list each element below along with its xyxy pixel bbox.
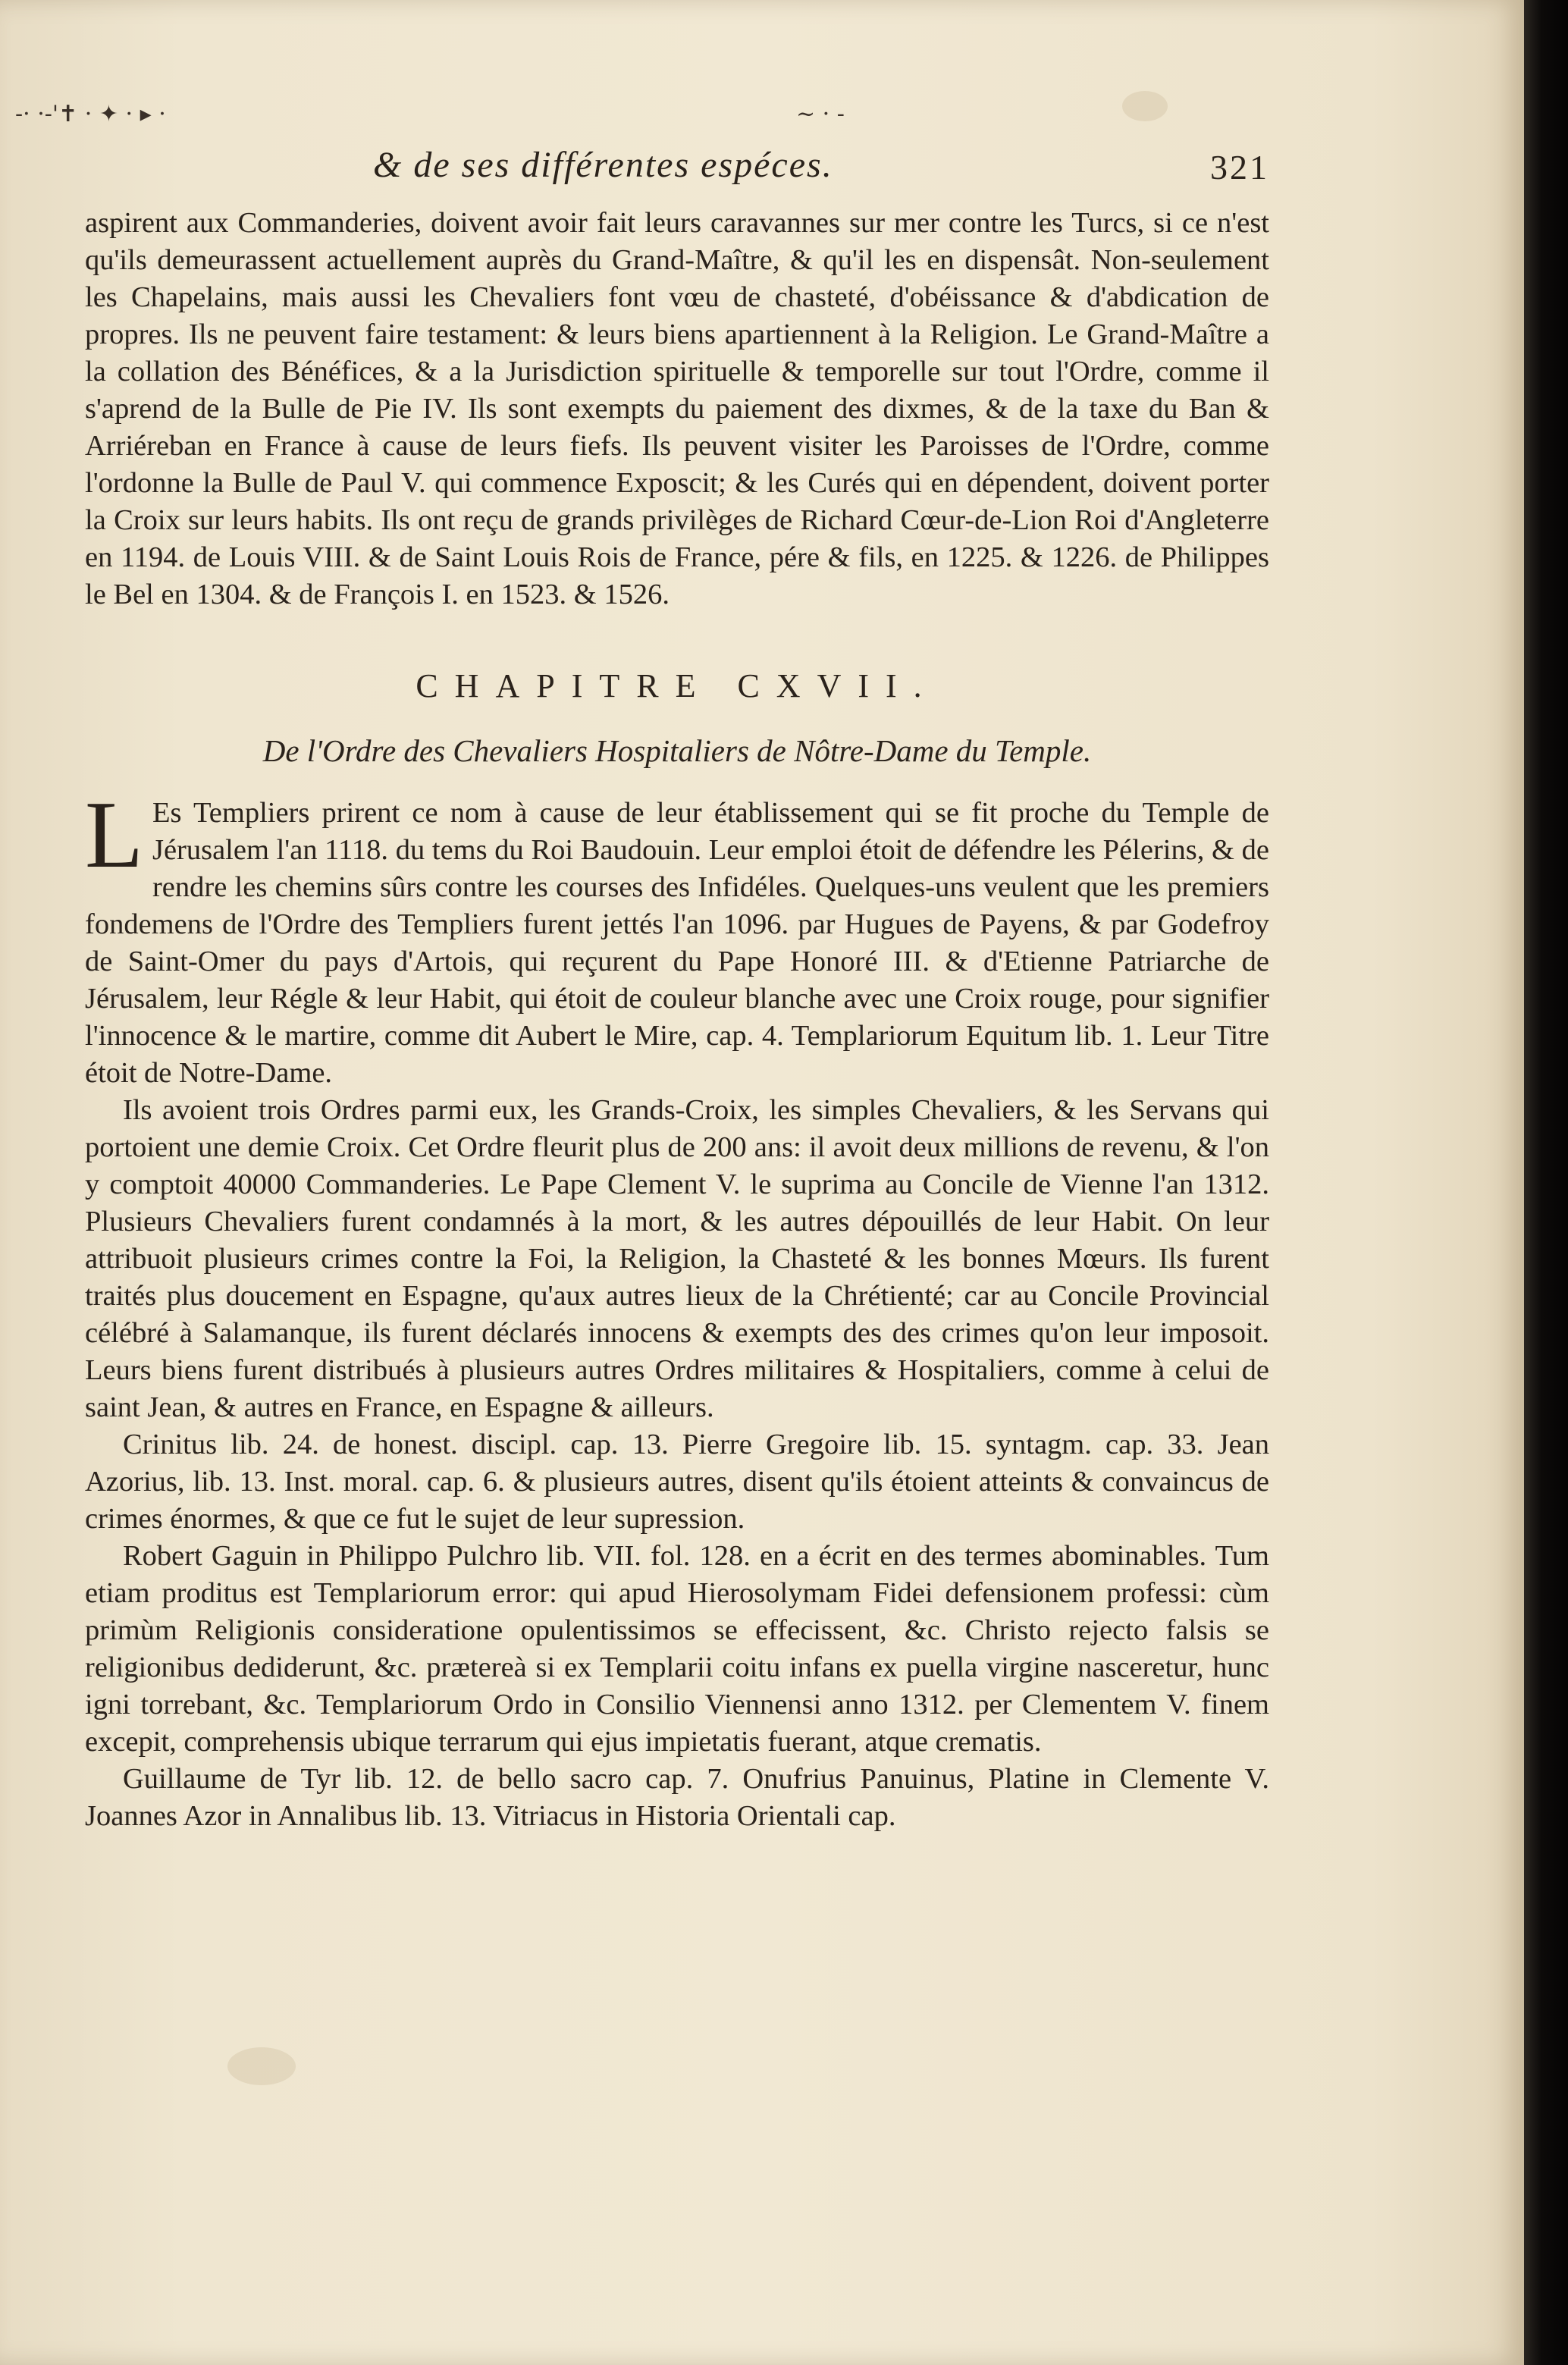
paragraph: Ils avoient trois Ordres parmi eux, les Grands-Croix, les simples Chevaliers, & les Servans qui portoient une demie Croix. Cet Ordre fleurit plus de 200 ans: il avoit deux millions de revenu, & l'on y comptoit 40000 Commanderies. Le Pape Clement V. le suprima au Concile de Vienne l'an 1312. Plusieurs Chevaliers furent condamnés à la mort, & les autres dépouillés de leur Habit. On leur attribuoit plusieurs crimes contre la Foi, la Religion, la Chasteté & les bonnes Mœurs. Ils furent traités plus doucement en Espagne, qu'aux autres lieux de la Chrétienté; car au Concile Provincial célébré à Salamanque, ils furent déclarés innocens & exempts des des crimes qu'on leur imposoit. Leurs biens furent distribués à plusieurs autres Ordres militaires & Hospitaliers, comme à celui de saint Jean, & autres en France, en Espagne & ailleurs.: [85, 1094, 1269, 1423]
ornament-rule: [15, 99, 1152, 129]
drop-cap: L: [85, 783, 143, 888]
paragraph: Guillaume de Tyr lib. 12. de bello sacro cap. 7. Onufrius Panuinus, Platine in Clemente V. Joannes Azor in Annalibus lib. 13. Vitriacus in Historia Orientali cap.: [85, 1763, 1269, 1832]
paragraph: Crinitus lib. 24. de honest. discipl. cap. 13. Pierre Gregoire lib. 15. syntagm. cap. 33. Jean Azorius, lib. 13. Inst. moral. cap. 6. & plusieurs autres, disent qu'ils étoient atteints & convaincus de crimes énormes, & que ce fut le sujet de leur supression.: [85, 1429, 1269, 1535]
paragraph: Robert Gaguin in Philippo Pulchro lib. VII. fol. 128. en a écrit en des termes abominables. Tum etiam proditus est Templariorum error: qui apud Hierosolymam Fidei defensionem professi: cùm primùm Religionis consideratione opulentissimos se effecissent, &c. Christo rejecto falsis se religionibus dediderunt, &c. prætereà si ex Templarii coitu infans ex puella virgine nasceretur, hunc igni torrebant, &c. Templariorum Ordo in Consilio Viennensi anno 1312. per Clementem V. finem excepit, comprehensis ubique terrarum qui ejus impietatis fuerant, atque crematis.: [85, 1540, 1269, 1758]
svg-text:-· ·-'✝ · ✦ · ▸ ·: -· ·-'✝ · ✦ · ▸ ·: [15, 101, 166, 127]
page-content: [85, 144, 1269, 1835]
page-number: 321: [1210, 148, 1269, 187]
chapter-subtitle: De l'Ordre des Chevaliers Hospitaliers de Nôtre-Dame du Temple.: [262, 733, 1092, 768]
continued-paragraph: aspirent aux Commanderies, doivent avoir fait leurs caravannes sur mer contre les Turcs, si ce n'est qu'ils demeurassent actuellement auprès du Grand-Maître, & qu'il les en dispensât. Non-seulement les Chapelains, mais aussi les Chevaliers font vœu de chasteté, d'obéissance & d'abdication de propres. Ils ne peuvent faire testament: & leurs biens apartiennent à la Religion. Le Grand-Maître a la collation des Bénéfices, & a la Jurisdiction spirituelle & temporelle sur tout l'Ordre, comme il s'aprend de la Bulle de Pie IV. Ils sont exempts du paiement des dixmes, & de la taxe du Ban & Arriéreban en France à cause de leurs fiefs. Ils peuvent visiter les Paroisses de l'Ordre, comme l'ordonne la Bulle de Paul V. qui commence Exposcit; & les Curés qui en dépendent, doivent porter la Croix sur leurs habits. Ils ont reçu de grands privilèges de Richard Cœur-de-Lion Roi d'Angleterre en 1194. de Louis VIII. & de Saint Louis Rois de France, pére & fils, en 1225. & 1226. de Philippes le Bel en 1304. & de François I. en 1523. & 1526.: [85, 207, 1269, 610]
page-header: [85, 144, 1269, 212]
paper-stain: [227, 2047, 296, 2085]
opening-paragraph: [85, 783, 1269, 1092]
chapter-title: CHAPITRE CXVII.: [416, 667, 939, 704]
svg-text:~ · -: ~ · -: [796, 101, 845, 127]
paragraph-text: Es Templiers prirent ce nom à cause de leur établissement qui se fit proche du Temple de Jérusalem l'an 1118. du tems du Roi Baudouin. Leur emploi étoit de défendre les Pélerins, & de rendre les chemins sûrs contre les courses des Infidéles. Quelques-uns veulent que les premiers fondemens de l'Ordre des Templiers furent jettés l'an 1096. par Hugues de Payens, & par Godefroy de Saint-Omer du pays d'Artois, qui reçurent du Pape Honoré III. & d'Etienne Patriarche de Jérusalem, leur Régle & leur Habit, qui étoit de couleur blanche avec une Croix rouge, pour signifier l'innocence & le martire, comme dit Aubert le Mire, cap. 4. Templariorum Equitum lib. 1. Leur Titre étoit de Notre-Dame.: [85, 797, 1269, 1089]
running-head: & de ses différentes espéces.: [373, 145, 833, 185]
page-edge-shadow: [1524, 0, 1568, 2365]
